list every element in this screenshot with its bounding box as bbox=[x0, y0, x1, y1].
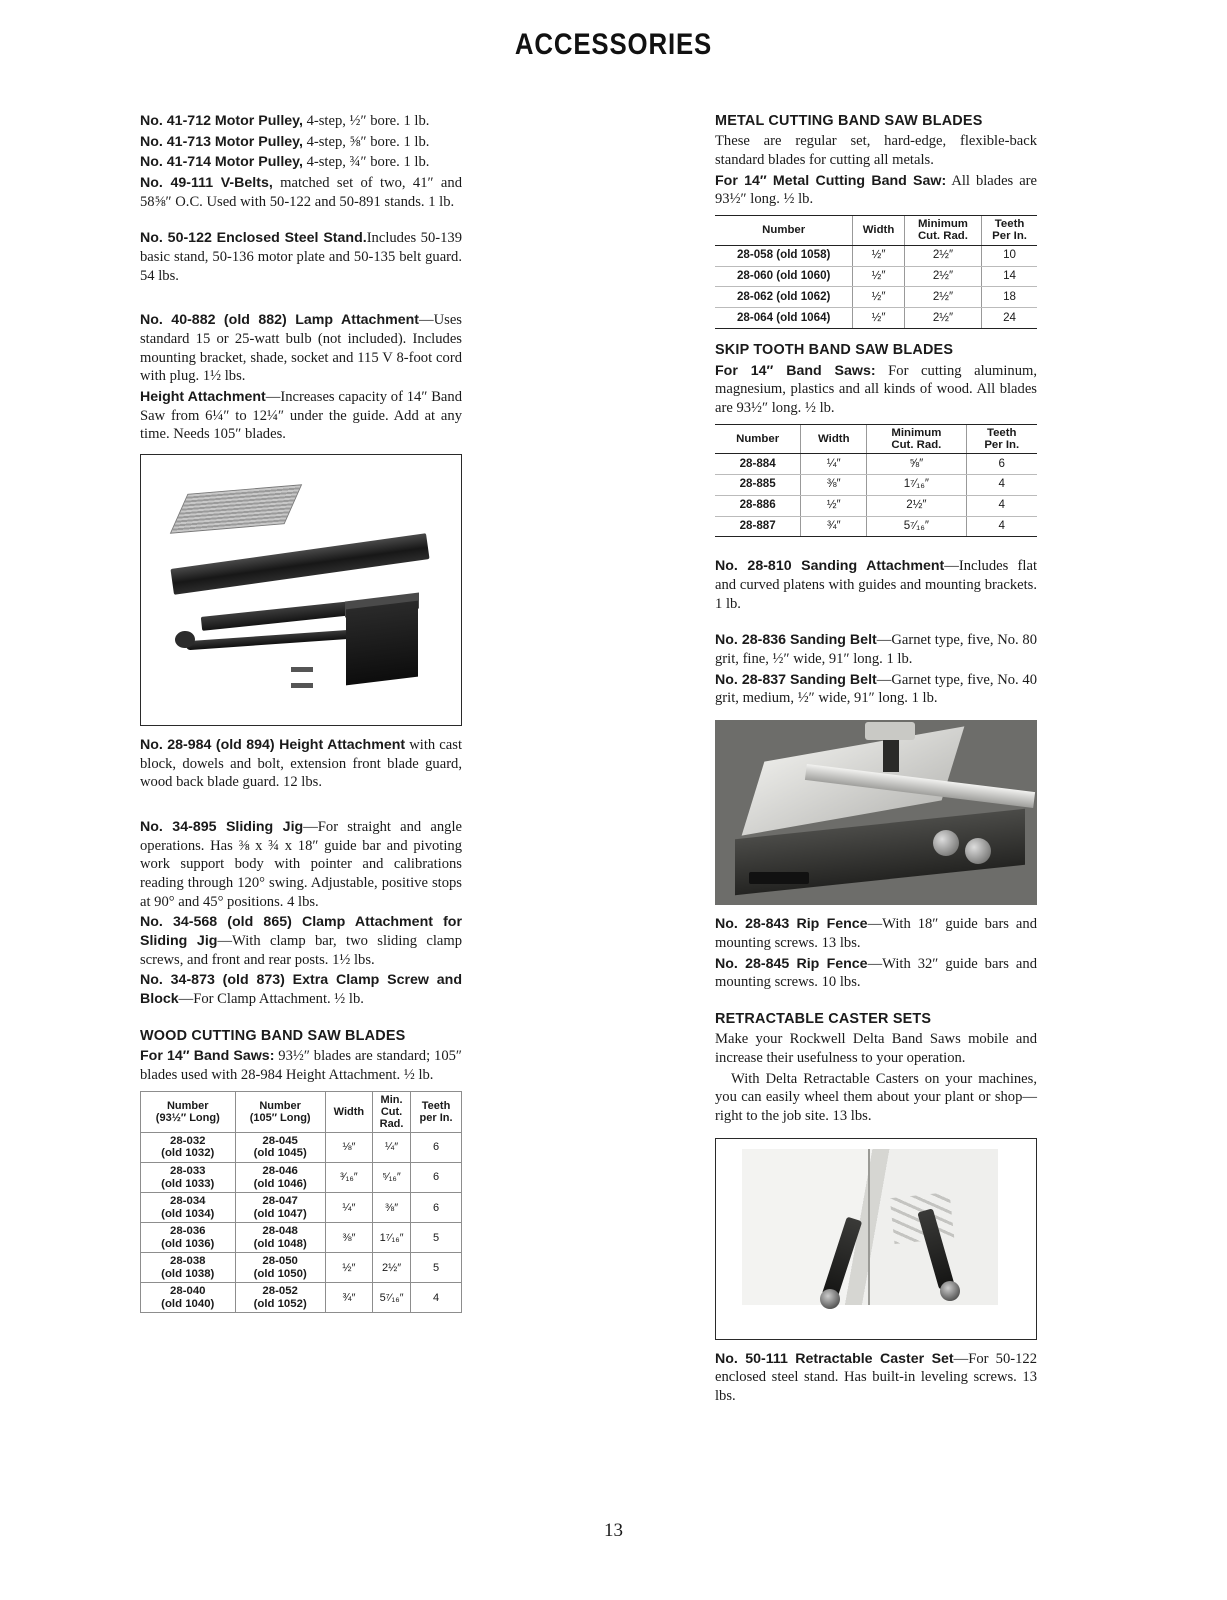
table-cell: 28-052 (old 1052) bbox=[235, 1283, 325, 1313]
table-cell: ⅜″ bbox=[801, 474, 867, 495]
rip-fence-28845-label: No. 28-845 Rip Fence bbox=[715, 955, 868, 972]
pulley-41712-label: No. 41-712 Motor Pulley, bbox=[140, 113, 303, 129]
col-teeth: Teeth per In. bbox=[411, 1091, 462, 1132]
rip-fence-28845-text: —With 32″ guide bars and mounting screws. 10 lbs. bbox=[715, 955, 1037, 991]
table-row bbox=[141, 1162, 462, 1192]
table-cell: 28-036 (old 1036) bbox=[141, 1223, 236, 1253]
table-cell: 2½″ bbox=[373, 1253, 411, 1283]
wood-blades-lead-label: For 14″ Band Saws: bbox=[140, 1048, 275, 1065]
photo-part-wheel-left bbox=[820, 1289, 840, 1309]
table-cell: 5⁷⁄₁₆″ bbox=[373, 1283, 411, 1313]
spacer bbox=[140, 794, 462, 818]
height-attachment-caption-text: with cast block, dowels and bolt, extension front blade guard, wood back blade guard. 12 lbs. bbox=[140, 737, 462, 791]
height-attachment-label: Height Attachment bbox=[140, 389, 266, 406]
wood-blades-heading: WOOD CUTTING BAND SAW BLADES bbox=[140, 1027, 406, 1044]
pulley-41713-text: 4-step, ⅝″ bore. 1 lb. bbox=[302, 133, 430, 150]
table-cell: ¼″ bbox=[373, 1132, 411, 1162]
photo-part-nameplate bbox=[749, 872, 809, 884]
vbelts-49111-text: matched set of two, 41″ and 58⅝″ O.C. Used with 50-122 and 50-891 stands. 1 lb. bbox=[140, 175, 462, 210]
table-cell: ½″ bbox=[801, 495, 867, 516]
table-cell: 5⁷⁄₁₆″ bbox=[867, 516, 966, 537]
clamp-attachment-34568 bbox=[140, 913, 462, 969]
sanding-attachment-text: —Includes flat and curved platens with guides and mounting brackets. 1 lb. bbox=[715, 558, 1037, 612]
pulley-41714-label: No. 41-714 Motor Pulley, bbox=[140, 154, 303, 171]
photo-part-stand-body bbox=[742, 1149, 998, 1305]
lamp-attachment-text: —Uses standard 15 or 25-watt bulb (not included). Includes mounting bracket, shade, socket and 115 V 8-foot cord with plug. 1½ lbs. bbox=[140, 312, 462, 385]
vbelts-49111-label: No. 49-111 V-Belts, bbox=[140, 175, 273, 192]
spacer bbox=[715, 541, 1037, 557]
sliding-jig-label: No. 34-895 Sliding Jig bbox=[140, 819, 304, 836]
table-cell: 10 bbox=[982, 245, 1037, 266]
table-cell: 28-046 (old 1046) bbox=[235, 1162, 325, 1192]
table-cell: 28-045 (old 1045) bbox=[235, 1132, 325, 1162]
table-cell: 28-058 (old 1058) bbox=[715, 245, 853, 266]
table-cell: 5 bbox=[411, 1223, 462, 1253]
table-cell: 5 bbox=[411, 1253, 462, 1283]
pulley-41713 bbox=[140, 133, 462, 152]
caster-sets-para-2: With Delta Retractable Casters on your machines, you can easily wheel them about your plant or shop—right to the job site. 13 lbs. bbox=[715, 1070, 1037, 1124]
skip-blades-lead bbox=[715, 362, 1037, 418]
table-cell: 2½″ bbox=[904, 308, 981, 329]
sanding-belt-28836-label: No. 28-836 Sanding Belt bbox=[715, 632, 877, 649]
table-cell: ⅜″ bbox=[373, 1193, 411, 1223]
sanding-attachment-label: No. 28-810 Sanding Attachment bbox=[715, 558, 945, 575]
extra-clamp-34873 bbox=[140, 971, 462, 1008]
table-row bbox=[141, 1193, 462, 1223]
table-cell: 14 bbox=[982, 266, 1037, 287]
steel-stand-50122 bbox=[140, 229, 462, 285]
pulley-41714-text: 4-step, ¾″ bore. 1 lb. bbox=[302, 154, 430, 171]
table-cell: 28-886 bbox=[715, 495, 801, 516]
skip-blades-table-body bbox=[715, 454, 1037, 537]
col-teeth: Teeth Per In. bbox=[982, 216, 1037, 246]
col-width: Width bbox=[853, 216, 904, 246]
table-cell: 28-047 (old 1047) bbox=[235, 1193, 325, 1223]
metal-blades-lead-text: All blades are 93½″ long. ½ lb. bbox=[715, 172, 1038, 208]
height-attachment bbox=[140, 388, 462, 444]
spacer bbox=[715, 615, 1037, 631]
table-cell: 28-050 (old 1050) bbox=[235, 1253, 325, 1283]
skip-blades-lead-label: For 14″ Band Saws: bbox=[715, 362, 876, 379]
photo-part-rod bbox=[186, 629, 366, 651]
spacer bbox=[140, 213, 462, 229]
caster-sets-para-1: Make your Rockwell Delta Band Saws mobile and increase their usefulness to your operation. bbox=[715, 1031, 1037, 1066]
table-cell: ½″ bbox=[853, 287, 904, 308]
lamp-attachment-photo bbox=[140, 454, 462, 726]
wood-blades-lead bbox=[140, 1047, 462, 1084]
table-cell: 2½″ bbox=[904, 287, 981, 308]
height-attachment-text: —Increases capacity of 14″ Band Saw from 6¼″ to 12¼″ under the guide. Add at any time. Needs 105″ blades. bbox=[140, 389, 463, 443]
table-cell: ¾″ bbox=[801, 516, 867, 537]
col-number-93: Number (93½″ Long) bbox=[141, 1091, 236, 1132]
col-teeth: Teeth Per In. bbox=[966, 424, 1037, 454]
photo-part-clip bbox=[291, 667, 313, 672]
table-cell: ¾″ bbox=[325, 1283, 372, 1313]
table-cell: 4 bbox=[966, 474, 1037, 495]
page-number: 13 bbox=[604, 1520, 623, 1541]
rip-fence-28843-label: No. 28-843 Rip Fence bbox=[715, 916, 868, 933]
extra-clamp-label: No. 34-873 (old 873) Extra Clamp Screw and Block bbox=[140, 972, 462, 1008]
lamp-attachment-label: No. 40-882 (old 882) Lamp Attachment bbox=[140, 312, 420, 329]
rip-fence-28843 bbox=[715, 915, 1037, 952]
skip-blades-heading: SKIP TOOTH BAND SAW BLADES bbox=[715, 342, 954, 359]
metal-blades-intro: These are regular set, hard-edge, flexible-back standard blades for cutting all metals. bbox=[715, 133, 1037, 169]
table-cell: 6 bbox=[411, 1193, 462, 1223]
table-row bbox=[715, 245, 1037, 266]
pulley-41712 bbox=[140, 112, 462, 131]
table-row bbox=[715, 454, 1037, 475]
metal-blades-lead bbox=[715, 172, 1037, 209]
spacer bbox=[140, 287, 462, 311]
rip-fence-28843-text: —With 18″ guide bars and mounting screws. 13 lbs. bbox=[715, 916, 1037, 951]
photo-part-shade bbox=[346, 601, 418, 686]
table-cell: 28-887 bbox=[715, 516, 801, 537]
table-cell: 28-038 (old 1038) bbox=[141, 1253, 236, 1283]
sanding-belt-28837 bbox=[715, 671, 1037, 708]
col-width: Width bbox=[325, 1091, 372, 1132]
sliding-jig-text: —For straight and angle operations. Has ⅜ x ¾ x 18″ guide bar and pivoting work support body with pointer and calibrations reading through 120° swing. Adjustable, positive stops at 90° and 45° positions. 4 lbs. bbox=[140, 819, 462, 910]
rip-fence-28845 bbox=[715, 955, 1037, 992]
table-cell: 28-064 (old 1064) bbox=[715, 308, 853, 329]
table-cell: 28-885 bbox=[715, 474, 801, 495]
steel-stand-label: No. 50-122 Enclosed Steel Stand. bbox=[140, 230, 367, 247]
table-cell: 6 bbox=[411, 1132, 462, 1162]
wood-blades-table-body bbox=[141, 1132, 462, 1313]
rip-fence-photo bbox=[715, 720, 1037, 905]
sanding-attachment-28810 bbox=[715, 557, 1037, 613]
table-cell: 4 bbox=[966, 495, 1037, 516]
table-cell: 18 bbox=[982, 287, 1037, 308]
sliding-jig-34895 bbox=[140, 818, 462, 911]
sanding-belt-28836-text: —Garnet type, five, No. 80 grit, fine, ½″ wide, 91″ long. 1 lb. bbox=[715, 632, 1037, 668]
table-row bbox=[141, 1132, 462, 1162]
metal-blades-table-body bbox=[715, 245, 1037, 328]
caster-set-50111-text: —For 50-122 enclosed steel stand. Has built-in leveling screws. 13 lbs. bbox=[715, 1350, 1037, 1404]
steel-stand-text: Includes 50-139 basic stand, 50-136 motor plate and 50-135 belt guard. 54 lbs. bbox=[140, 230, 463, 284]
table-cell: 24 bbox=[982, 308, 1037, 329]
table-row bbox=[715, 474, 1037, 495]
page-title: ACCESSORIES bbox=[514, 28, 713, 61]
skip-blades-lead-text: For cutting aluminum, magnesium, plastics and all kinds of wood. All blades are 93½″ long. ½ lb. bbox=[715, 362, 1037, 416]
clamp-attachment-label: No. 34-568 (old 865) Clamp Attachment for Sliding Jig bbox=[140, 914, 462, 950]
sanding-belt-28837-text: —Garnet type, five, No. 40 grit, medium, ½″ wide, 91″ long. 1 lb. bbox=[715, 671, 1037, 707]
table-cell: 2½″ bbox=[867, 495, 966, 516]
wood-blades-table bbox=[140, 1091, 462, 1314]
col-width: Width bbox=[801, 424, 867, 454]
table-cell: 28-032 (old 1032) bbox=[141, 1132, 236, 1162]
col-number: Number bbox=[715, 216, 853, 246]
metal-blades-table bbox=[715, 215, 1037, 329]
col-number-105: Number (105″ Long) bbox=[235, 1091, 325, 1132]
table-cell: 28-062 (old 1062) bbox=[715, 287, 853, 308]
col-min-cut-rad: Minimum Cut. Rad. bbox=[867, 424, 966, 454]
table-cell: ½″ bbox=[853, 245, 904, 266]
table-cell: 6 bbox=[411, 1162, 462, 1192]
table-cell: 1⁷⁄₁₆″ bbox=[867, 474, 966, 495]
left-column bbox=[140, 112, 462, 1317]
table-header-row bbox=[715, 216, 1037, 246]
table-row bbox=[715, 266, 1037, 287]
table-cell: ½″ bbox=[325, 1253, 372, 1283]
table-cell: ⁵⁄₁₆″ bbox=[373, 1162, 411, 1192]
height-attachment-caption bbox=[140, 736, 462, 792]
table-cell: ½″ bbox=[853, 308, 904, 329]
photo-part-plate bbox=[170, 484, 302, 533]
table-cell: 28-040 (old 1040) bbox=[141, 1283, 236, 1313]
pulley-41714 bbox=[140, 153, 462, 172]
spacer bbox=[715, 994, 1037, 1010]
metal-blades-heading: METAL CUTTING BAND SAW BLADES bbox=[715, 113, 983, 129]
right-column bbox=[715, 112, 1037, 1408]
table-header-row bbox=[715, 424, 1037, 454]
table-cell: 28-060 (old 1060) bbox=[715, 266, 853, 287]
photo-part-guard-bar bbox=[170, 533, 429, 595]
wood-blades-lead-text: 93½″ blades are standard; 105″ blades used with 28-984 Height Attachment. ½ lb. bbox=[140, 1048, 462, 1083]
photo-part-knob bbox=[965, 838, 991, 864]
table-cell: ¼″ bbox=[801, 454, 867, 475]
table-cell: ⅝″ bbox=[867, 454, 966, 475]
photo-part-wheel-right bbox=[940, 1281, 960, 1301]
spacer bbox=[140, 1011, 462, 1027]
table-cell: 2½″ bbox=[904, 266, 981, 287]
metal-blades-lead-label: For 14″ Metal Cutting Band Saw: bbox=[715, 172, 947, 189]
table-row bbox=[715, 495, 1037, 516]
sanding-belt-28836 bbox=[715, 631, 1037, 668]
clamp-attachment-text: —With clamp bar, two sliding clamp screws, and front and rear posts. 1½ lbs. bbox=[140, 933, 462, 968]
pulley-41712-text: 4-step, ½″ bore. 1 lb. bbox=[302, 113, 430, 129]
vbelts-49111 bbox=[140, 174, 462, 211]
col-number: Number bbox=[715, 424, 801, 454]
spacer bbox=[715, 333, 1037, 341]
table-row bbox=[141, 1223, 462, 1253]
table-cell: ¼″ bbox=[325, 1193, 372, 1223]
table-cell: 2½″ bbox=[904, 245, 981, 266]
skip-blades-table bbox=[715, 424, 1037, 538]
table-cell: 6 bbox=[966, 454, 1037, 475]
table-header-row bbox=[141, 1091, 462, 1132]
photo-part-clip bbox=[291, 683, 313, 688]
retractable-caster-photo bbox=[715, 1138, 1037, 1340]
table-cell: ⅜″ bbox=[325, 1223, 372, 1253]
table-cell: ³⁄₁₆″ bbox=[325, 1162, 372, 1192]
caster-set-50111-caption bbox=[715, 1350, 1037, 1406]
photo-part-upper-guide bbox=[865, 722, 915, 740]
col-min-cut-rad: Minimum Cut. Rad. bbox=[904, 216, 981, 246]
photo-part-panel-seam bbox=[868, 1149, 870, 1305]
table-cell: ⅛″ bbox=[325, 1132, 372, 1162]
table-cell: 4 bbox=[411, 1283, 462, 1313]
table-cell: 4 bbox=[966, 516, 1037, 537]
table-row bbox=[715, 287, 1037, 308]
table-row bbox=[715, 308, 1037, 329]
table-row bbox=[715, 516, 1037, 537]
table-cell: 1⁷⁄₁₆″ bbox=[373, 1223, 411, 1253]
table-cell: 28-048 (old 1048) bbox=[235, 1223, 325, 1253]
pulley-41713-label: No. 41-713 Motor Pulley, bbox=[140, 133, 303, 150]
table-row bbox=[141, 1253, 462, 1283]
lamp-attachment-40882 bbox=[140, 311, 462, 386]
col-min-cut-rad: Min. Cut. Rad. bbox=[373, 1091, 411, 1132]
table-row bbox=[141, 1283, 462, 1313]
table-cell: 28-033 (old 1033) bbox=[141, 1162, 236, 1192]
caster-set-50111-label: No. 50-111 Retractable Caster Set bbox=[715, 1350, 954, 1367]
height-attachment-caption-label: No. 28-984 (old 894) Height Attachment bbox=[140, 737, 406, 754]
photo-part-knob bbox=[933, 830, 959, 856]
table-cell: 28-884 bbox=[715, 454, 801, 475]
sanding-belt-28837-label: No. 28-837 Sanding Belt bbox=[715, 671, 877, 688]
caster-sets-heading: RETRACTABLE CASTER SETS bbox=[715, 1010, 932, 1027]
table-cell: 28-034 (old 1034) bbox=[141, 1193, 236, 1223]
table-cell: ½″ bbox=[853, 266, 904, 287]
extra-clamp-text: —For Clamp Attachment. ½ lb. bbox=[178, 991, 364, 1008]
